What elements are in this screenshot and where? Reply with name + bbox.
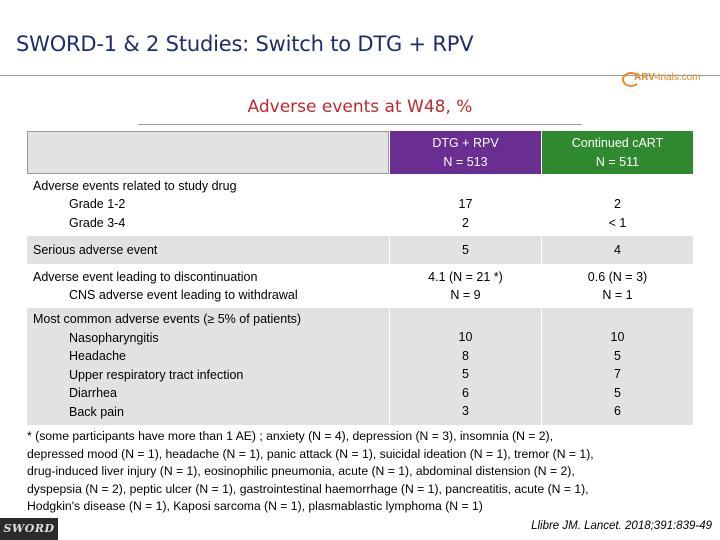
dtg-rpv-value: 4.1 (N = 21 *) N = 9 (389, 264, 541, 308)
table-row (27, 264, 693, 309)
subtitle-divider (138, 124, 582, 125)
table-row (27, 236, 693, 265)
row-label: Adverse events related to study drug Grade 1-2 Grade 3-4 (33, 178, 237, 230)
table-row (27, 174, 693, 237)
slide-title: SWORD-1 & 2 Studies: Switch to DTG + RPV (16, 32, 474, 56)
dtg-rpv-value: 10 8 5 6 3 (389, 308, 541, 425)
footnote: * (some participants have more than 1 AE) ; anxiety (N = 4), depression (N = 3), insomnia (N = 2), depressed mood (N = 1), headache (N = 1), panic attack (N = 1), suicidal ideation (N = 1), tremor (N = 1), drug-induced liver injury (N = 1), eosinophilic pneumonia, acute (N = 1), abdominal distension (N = 2), dyspepsia (N = 2), peptic ulcer (N = 1), gastrointestinal haemorrhage (N = 1), pancreatitis, acute (N = 1), Hodgkin's disease (N = 1), Kaposi sarcoma (N = 1), plasmablastic lymphoma (N = 1) (27, 429, 594, 514)
citation: Llibre JM. Lancet. 2018;391:839-49 (531, 520, 712, 532)
adverse-events-table (27, 131, 693, 425)
continued-cart-value: 0.6 (N = 3) N = 1 (541, 264, 693, 308)
table-header-row (27, 131, 693, 174)
row-label: Serious adverse event (27, 236, 389, 264)
table-row (27, 308, 693, 425)
sword-badge: SWORD (0, 518, 58, 540)
row-label: Most common adverse events (≥ 5% of patients) Nasopharyngitis Headache Upper respiratory tract infection Diarrhea Back pain (27, 308, 389, 425)
slide-subtitle: Adverse events at W48, % (247, 97, 473, 117)
arv-trials-logo (622, 70, 716, 88)
continued-cart-value: 10 5 7 5 6 (541, 308, 693, 425)
continued-cart-value: 4 (541, 236, 693, 264)
dtg-rpv-value: 5 (389, 236, 541, 264)
title-divider (0, 75, 720, 76)
column-header-dtg-rpv: DTG + RPV N = 513 (389, 131, 541, 174)
column-header-continued-cart: Continued cART N = 511 (541, 131, 693, 174)
dtg-rpv-value: 17 2 (389, 174, 541, 236)
row-label: Adverse event leading to discontinuation CNS adverse event leading to withdrawal (33, 269, 298, 302)
continued-cart-value: 2 < 1 (541, 174, 693, 236)
table-header-blank (27, 131, 389, 174)
logo-text: ARV-trials.com (634, 72, 701, 83)
